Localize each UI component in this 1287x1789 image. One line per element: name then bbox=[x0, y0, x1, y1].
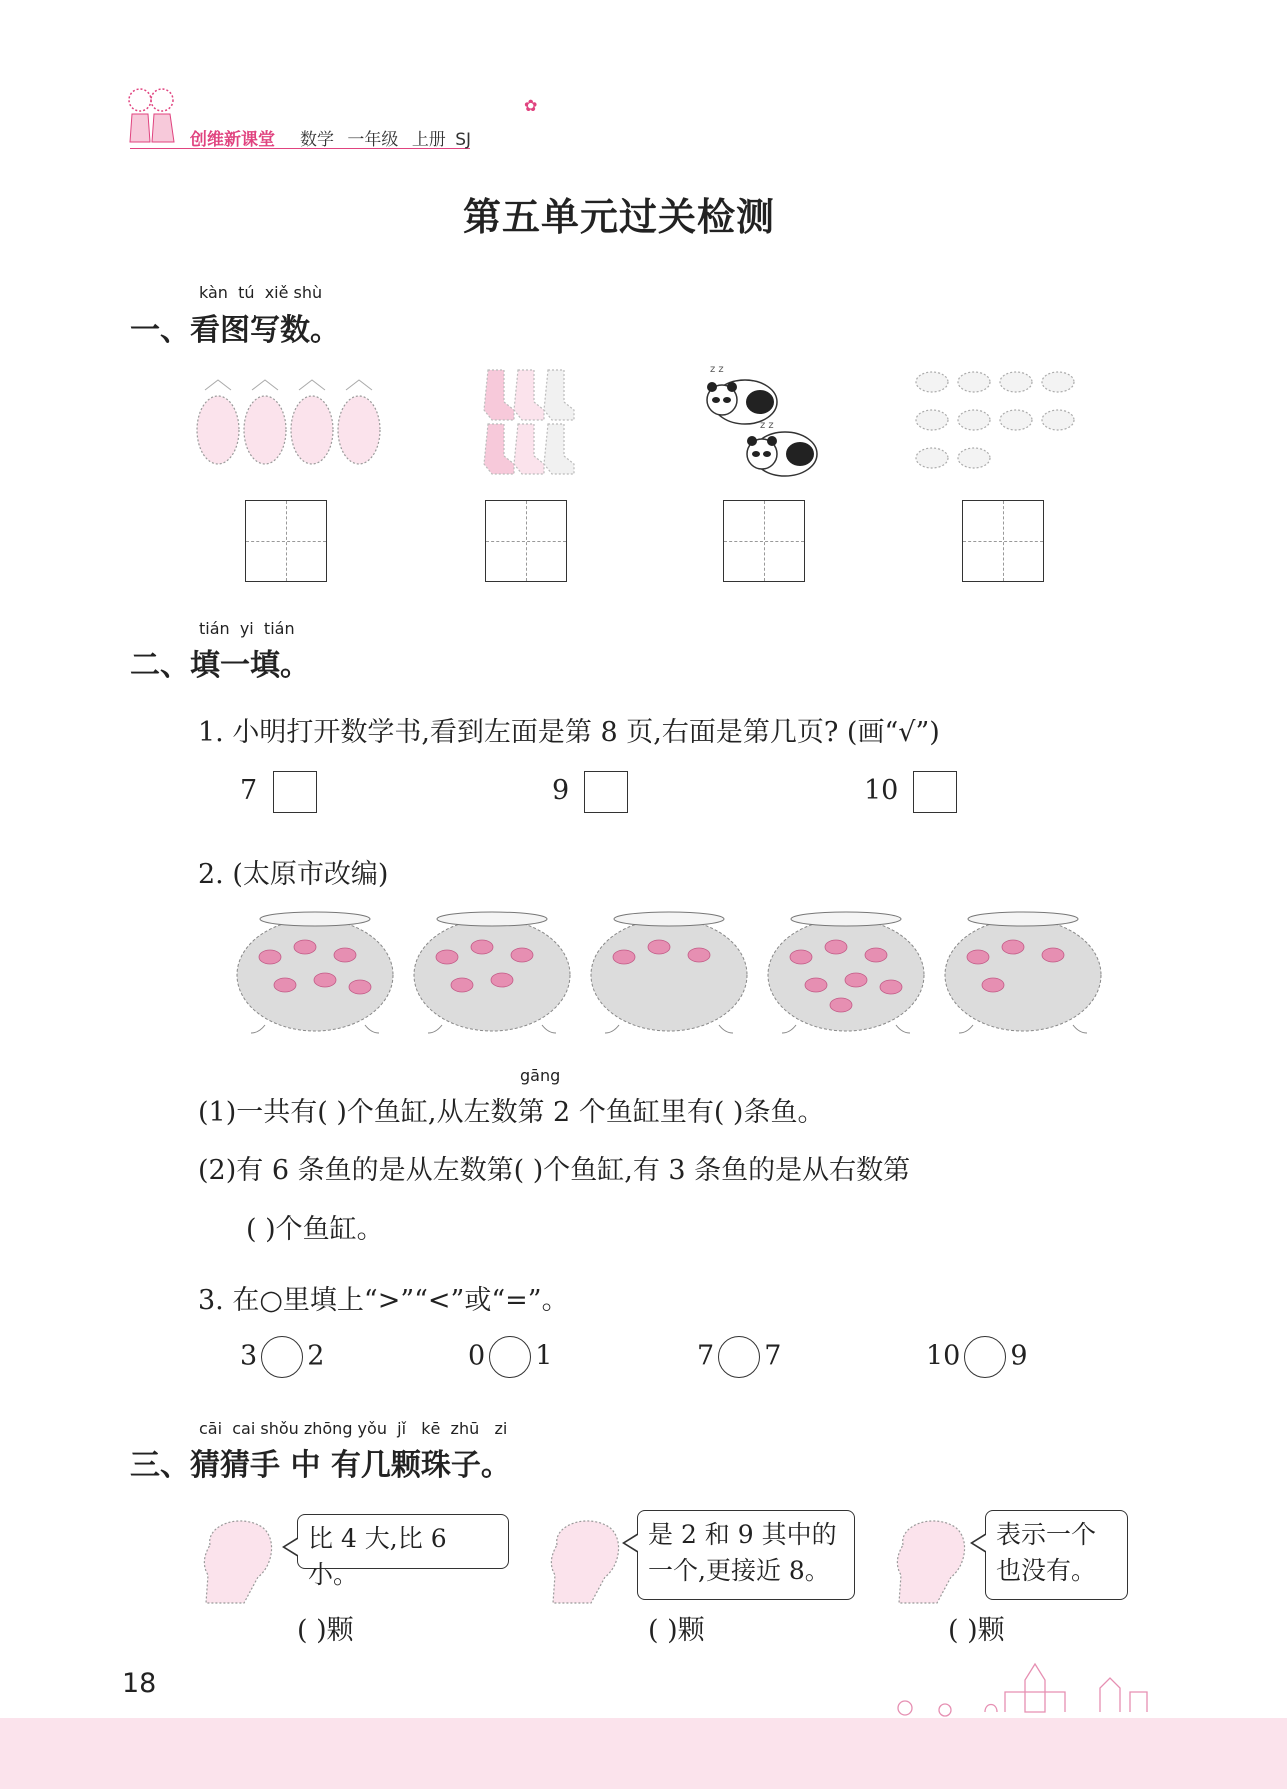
clue-bubble-1 bbox=[297, 1514, 509, 1589]
goldfish bbox=[511, 948, 533, 962]
clue-2-line2: 一个,更接近 8。 bbox=[648, 1556, 830, 1585]
q3-circle-2[interactable] bbox=[489, 1336, 531, 1378]
q2-text: 2. (太原市改编) bbox=[198, 859, 389, 890]
section3-heading bbox=[130, 1440, 511, 1484]
q1-option-10: 10 bbox=[864, 775, 899, 806]
fish-picture bbox=[912, 366, 1092, 476]
answer-grid-pandas[interactable] bbox=[723, 500, 805, 582]
answer-grid-fish[interactable] bbox=[962, 500, 1044, 582]
section2-heading bbox=[130, 640, 310, 684]
bubble-tail-inner bbox=[973, 1535, 986, 1551]
q1-checkbox-10[interactable] bbox=[913, 771, 957, 813]
q1-option-7: 7 bbox=[240, 775, 258, 806]
goldfish bbox=[688, 948, 710, 962]
section1-number: 一、 bbox=[130, 313, 190, 348]
clue-2-line1: 是 2 和 9 其中的 bbox=[648, 1520, 837, 1549]
goldfish bbox=[1042, 948, 1064, 962]
section3-number: 三、 bbox=[130, 1448, 190, 1483]
castle-decoration-icon bbox=[885, 1650, 1165, 1720]
page-title: 第五单元过关检测 bbox=[463, 195, 776, 239]
socks-picture bbox=[480, 366, 580, 476]
q3-pair-3-right: 7 bbox=[764, 1340, 782, 1372]
fishbowls-picture bbox=[235, 905, 1115, 1040]
section1-title: 看图写数。 bbox=[190, 313, 340, 348]
header-brand: 创维新课堂 bbox=[190, 130, 275, 150]
fist-icon-3 bbox=[893, 1515, 971, 1605]
q1-checkbox-7[interactable] bbox=[273, 771, 317, 813]
bubble-tail-inner bbox=[285, 1539, 298, 1555]
q3-pair-4 bbox=[926, 1336, 1028, 1378]
page-number: 18 bbox=[122, 1668, 157, 1699]
goldfish bbox=[491, 973, 513, 987]
answer-beads-3[interactable]: ( )颗 bbox=[948, 1615, 1005, 1646]
q3-circle-3[interactable] bbox=[718, 1336, 760, 1378]
goldfish bbox=[471, 940, 493, 954]
q3-text: 3. 在○里填上“>”“<”或“=”。 bbox=[198, 1285, 569, 1316]
goldfish bbox=[648, 940, 670, 954]
goldfish bbox=[967, 950, 989, 964]
header-grade: 一年级 bbox=[347, 130, 399, 150]
goldfish bbox=[1002, 940, 1024, 954]
q2-line3: ( )个鱼缸。 bbox=[246, 1214, 384, 1245]
goldfish bbox=[274, 978, 296, 992]
answer-beads-1[interactable]: ( )颗 bbox=[297, 1615, 354, 1646]
section1-pinyin: kàn tú xiě shù bbox=[199, 283, 323, 302]
q2-line1: (1)一共有( )个鱼缸,从左数第 2 个鱼缸里有( )条鱼。 bbox=[198, 1097, 825, 1128]
fishbowl bbox=[414, 912, 570, 1033]
butterfly-icon: ✿ bbox=[524, 96, 538, 115]
pineapples-picture bbox=[195, 378, 395, 468]
q1-text: 1. 小明打开数学书,看到左面是第 8 页,右面是第几页? (画“√”) bbox=[198, 717, 940, 748]
q3-pair-3-left: 7 bbox=[697, 1340, 715, 1372]
q1-option-9: 9 bbox=[552, 775, 570, 806]
q3-pair-4-left: 10 bbox=[926, 1340, 961, 1372]
goldfish bbox=[259, 950, 281, 964]
clue-bubble-3 bbox=[985, 1510, 1128, 1600]
q3-pair-2 bbox=[468, 1336, 552, 1378]
section2-title: 填一填。 bbox=[190, 648, 310, 683]
goldfish bbox=[294, 940, 316, 954]
header-edition: SJ bbox=[455, 130, 472, 150]
goldfish bbox=[790, 950, 812, 964]
fishbowl bbox=[945, 912, 1101, 1033]
svg-text:z z: z z bbox=[760, 420, 774, 431]
answer-grid-pineapples[interactable] bbox=[245, 500, 327, 582]
q3-circle-1[interactable] bbox=[261, 1336, 303, 1378]
goldfish bbox=[805, 978, 827, 992]
section2-pinyin: tián yi tián bbox=[199, 619, 295, 638]
answer-beads-2[interactable]: ( )颗 bbox=[648, 1615, 705, 1646]
fist-icon-2 bbox=[547, 1515, 625, 1605]
q3-pair-4-right: 9 bbox=[1010, 1340, 1028, 1372]
clue-bubble-2 bbox=[637, 1510, 855, 1600]
header-mascot-icon bbox=[122, 84, 182, 150]
svg-text:z z: z z bbox=[710, 364, 724, 375]
clue-3-line1: 表示一个 bbox=[996, 1520, 1097, 1549]
header-volume: 上册 bbox=[411, 130, 446, 150]
q1-checkbox-9[interactable] bbox=[584, 771, 628, 813]
q3-pair-1-left: 3 bbox=[240, 1340, 258, 1372]
section2-number: 二、 bbox=[130, 648, 190, 683]
section1-heading bbox=[130, 305, 340, 349]
goldfish bbox=[451, 978, 473, 992]
q3-pair-2-left: 0 bbox=[468, 1340, 486, 1372]
section3-title: 猜猜手 中 有几颗珠子。 bbox=[190, 1448, 511, 1483]
gang-pinyin: gāng bbox=[520, 1066, 561, 1085]
goldfish bbox=[349, 980, 371, 994]
q2-line2: (2)有 6 条鱼的是从左数第( )个鱼缸,有 3 条鱼的是从右数第 bbox=[198, 1155, 911, 1186]
goldfish bbox=[825, 940, 847, 954]
goldfish bbox=[830, 998, 852, 1012]
goldfish bbox=[314, 973, 336, 987]
goldfish bbox=[982, 978, 1004, 992]
q3-pair-2-right: 1 bbox=[535, 1340, 553, 1372]
section3-pinyin: cāi cai shǒu zhōng yǒu jǐ kē zhū zi bbox=[199, 1419, 508, 1438]
header-subject-text: 数学 bbox=[300, 130, 334, 150]
goldfish bbox=[865, 948, 887, 962]
fishbowl bbox=[768, 912, 924, 1033]
q3-circle-4[interactable] bbox=[964, 1336, 1006, 1378]
fist-icon-1 bbox=[200, 1515, 278, 1605]
pandas-picture bbox=[700, 362, 830, 480]
goldfish bbox=[436, 950, 458, 964]
footer-band bbox=[0, 1718, 1287, 1789]
goldfish bbox=[845, 973, 867, 987]
fishbowl bbox=[237, 912, 393, 1033]
clue-3-line2: 也没有。 bbox=[996, 1556, 1097, 1585]
bubble-tail-inner bbox=[625, 1535, 638, 1551]
answer-grid-socks[interactable] bbox=[485, 500, 567, 582]
q3-pair-3 bbox=[697, 1336, 781, 1378]
q3-pair-1-right: 2 bbox=[307, 1340, 325, 1372]
q3-pair-1 bbox=[240, 1336, 324, 1378]
goldfish bbox=[334, 948, 356, 962]
goldfish bbox=[613, 950, 635, 964]
header-subject bbox=[300, 125, 471, 150]
fishbowl bbox=[591, 912, 747, 1033]
clue-1-line1: 比 4 大,比 6 小。 bbox=[308, 1524, 447, 1589]
goldfish bbox=[880, 980, 902, 994]
